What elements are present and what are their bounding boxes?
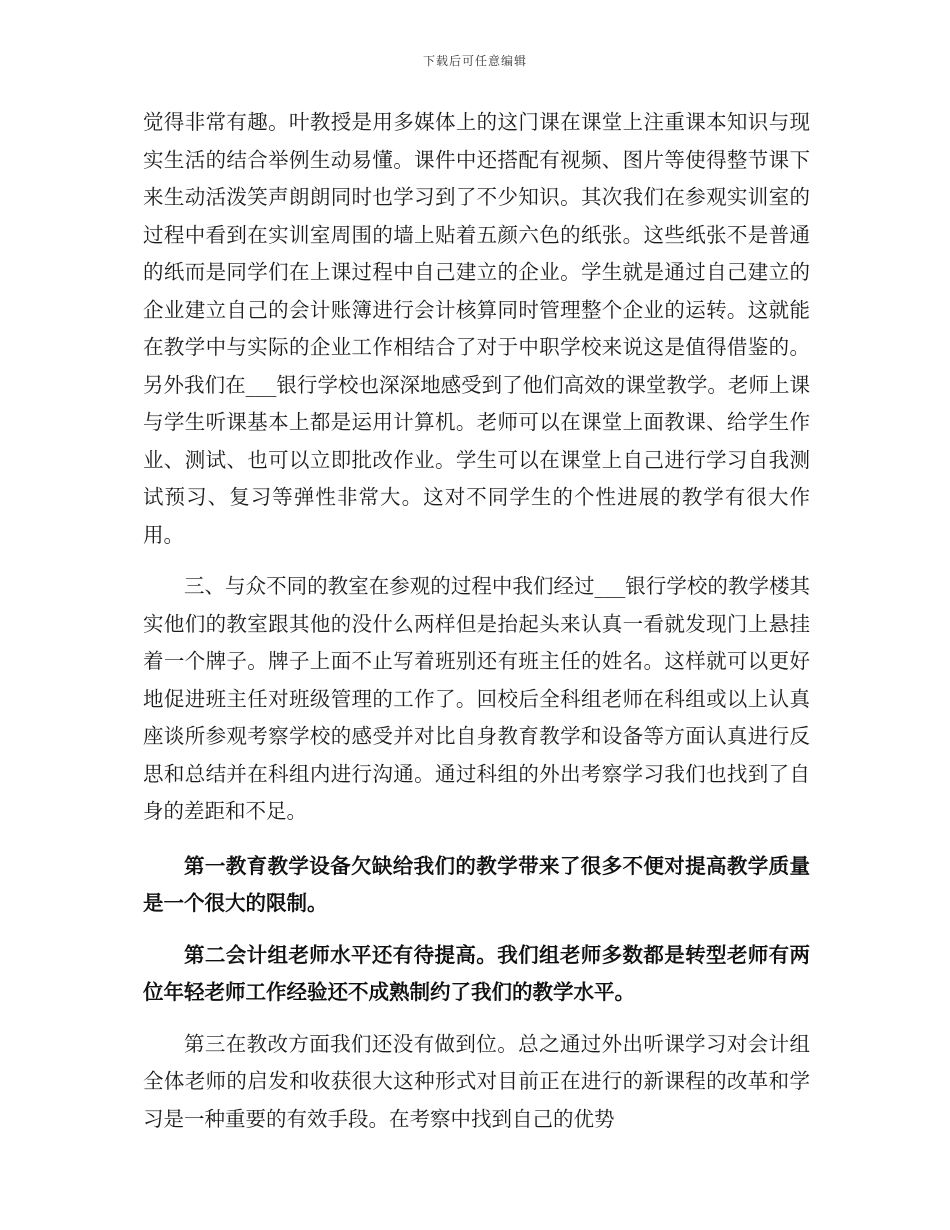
paragraph-continuation: 觉得非常有趣。叶教授是用多媒体上的这门课在课堂上注重课本知识与现实生活的结合举例生动易懂。课件中还搭配有视频、图片等使得整节课下来生动活泼笑声朗朗同时也学习到了不少知识。其次我们在参观实训室的过程中看到在实训室周围的墙上贴着五颜六色的纸张。这些纸张不是普通的纸而是同学们在上课过程中自己建立的企业。学生就是通过自己建立的企业建立自己的会计账簿进行会计核算同时管理整个企业的运转。这就能在教学中与实际的企业工作相结合了对于中职学校来说这是值得借鉴的。另外我们在___银行学校也深深地感受到了他们高效的课堂教学。老师上课与学生听课基本上都是运用计算机。老师可以在课堂上面教课、给学生作业、测试、也可以立即批改作业。学生可以在课堂上自己进行学习自我测试预习、复习等弹性非常大。这对不同学生的个性进展的教学有很大作用。 [143, 110, 810, 547]
document-body [143, 104, 810, 1138]
paragraph-point-three: 第三在教改方面我们还没有做到位。总之通过外出听课学习对会计组全体老师的启发和收获很大这种形式对目前正在进行的新课程的改革和学习是一种重要的有效手段。在考察中找到自己的优势 [143, 1031, 810, 1131]
paragraph-section-three: 三、与众不同的教室在参观的过程中我们经过___银行学校的教学楼其实他们的教室跟其他的没什么两样但是抬起头来认真一看就发现门上悬挂着一个牌子。牌子上面不止写着班别还有班主任的姓名。这样就可以更好地促进班主任对班级管理的工作了。回校后全科组老师在科组或以上认真座谈所参观考察学校的感受并对比自身教育教学和设备等方面认真进行反思和总结并在科组内进行沟通。通过科组的外出考察学习我们也找到了自身的差距和不足。 [143, 574, 810, 823]
paragraph-point-two: 第二会计组老师水平还有待提高。我们组老师多数都是转型老师有两位年轻老师工作经验还不成熟制约了我们的教学水平。 [143, 942, 810, 1004]
paragraph-point-one: 第一教育教学设备欠缺给我们的教学带来了很多不便对提高教学质量是一个很大的限制。 [143, 853, 810, 915]
page-header: 下载后可任意编辑 [422, 54, 527, 68]
